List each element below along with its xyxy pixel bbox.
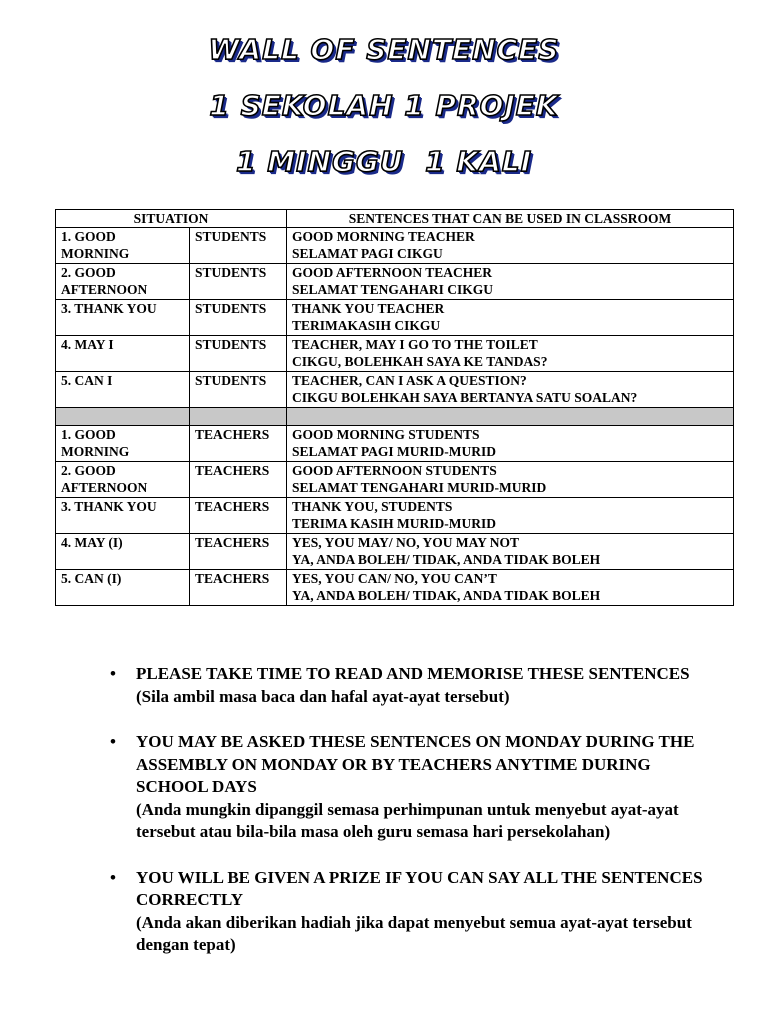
- bullet-icon: •: [110, 867, 116, 887]
- instructions-list: [110, 663, 710, 980]
- situation-cell: 2. GOOD AFTERNOON: [56, 462, 190, 498]
- separator-cell: [56, 408, 190, 426]
- list-item: [110, 731, 710, 844]
- sentence-cell: [287, 498, 734, 534]
- separator-cell: [287, 408, 734, 426]
- table-row: [56, 300, 734, 336]
- situation-cell: 1. GOOD MORNING: [56, 426, 190, 462]
- header-situation: SITUATION: [56, 210, 287, 228]
- table-row: [56, 534, 734, 570]
- header-sentences: SENTENCES THAT CAN BE USED IN CLASSROOM: [287, 210, 734, 228]
- situation-cell: 4. MAY (I): [56, 534, 190, 570]
- sentence-english: GOOD AFTERNOON STUDENTS: [292, 463, 497, 478]
- who-cell: STUDENTS: [190, 336, 287, 372]
- list-item: [110, 867, 710, 957]
- sentence-english: YES, YOU MAY/ NO, YOU MAY NOT: [292, 535, 520, 550]
- who-cell: TEACHERS: [190, 498, 287, 534]
- sentence-cell: [287, 264, 734, 300]
- instruction-english: YOU MAY BE ASKED THESE SENTENCES ON MONDAY DURING THE ASSEMBLY ON MONDAY OR BY TEACHERS ANYTIME DURING SCHOOL DAYS: [136, 732, 695, 796]
- sentence-malay: YA, ANDA BOLEH/ TIDAK, ANDA TIDAK BOLEH: [292, 552, 601, 567]
- table-row: [56, 462, 734, 498]
- instruction-english: YOU WILL BE GIVEN A PRIZE IF YOU CAN SAY ALL THE SENTENCES CORRECTLY: [136, 867, 703, 909]
- who-cell: TEACHERS: [190, 426, 287, 462]
- situation-cell: 3. THANK YOU: [56, 300, 190, 336]
- sentence-malay: TERIMA KASIH MURID-MURID: [292, 516, 497, 531]
- sentence-cell: [287, 534, 734, 570]
- table-row: [56, 426, 734, 462]
- sentence-cell: [287, 570, 734, 606]
- who-cell: STUDENTS: [190, 300, 287, 336]
- situation-cell: 5. CAN I: [56, 372, 190, 408]
- title-wall-of-sentences: WALL OF SENTENCES: [208, 33, 560, 66]
- table-row: [56, 228, 734, 264]
- table-row: [56, 372, 734, 408]
- bullet-icon: •: [110, 664, 116, 683]
- sentence-english: THANK YOU, STUDENTS: [292, 499, 453, 514]
- situation-cell: 1. GOOD MORNING: [56, 228, 190, 264]
- sentence-malay: CIKGU, BOLEHKAH SAYA KE TANDAS?: [292, 354, 548, 369]
- separator-row: [56, 408, 734, 426]
- sentence-english: GOOD AFTERNOON TEACHER: [292, 265, 493, 280]
- sentence-cell: [287, 426, 734, 462]
- sentence-english: TEACHER, CAN I ASK A QUESTION?: [292, 373, 527, 388]
- title-sekolah-projek: 1 SEKOLAH 1 PROJEK: [209, 89, 559, 122]
- sentences-table: [55, 209, 734, 606]
- situation-cell: 2. GOOD AFTERNOON: [56, 264, 190, 300]
- separator-cell: [190, 408, 287, 426]
- table-row: [56, 570, 734, 606]
- sentence-cell: [287, 372, 734, 408]
- table-row: [56, 498, 734, 534]
- bullet-icon: •: [110, 732, 116, 751]
- sentence-english: YES, YOU CAN/ NO, YOU CAN’T: [292, 571, 497, 586]
- sentence-cell: [287, 336, 734, 372]
- sentence-english: THANK YOU TEACHER: [292, 301, 445, 316]
- who-cell: STUDENTS: [190, 228, 287, 264]
- situation-cell: 3. THANK YOU: [56, 498, 190, 534]
- who-cell: TEACHERS: [190, 534, 287, 570]
- sentence-english: GOOD MORNING STUDENTS: [292, 427, 480, 442]
- who-cell: TEACHERS: [190, 570, 287, 606]
- instruction-malay: (Anda akan diberikan hadiah jika dapat menyebut semua ayat-ayat tersebut dengan tepat): [136, 912, 692, 954]
- who-cell: STUDENTS: [190, 372, 287, 408]
- sentence-malay: TERIMAKASIH CIKGU: [292, 318, 441, 333]
- who-cell: TEACHERS: [190, 462, 287, 498]
- list-item: [110, 663, 710, 708]
- instruction-english: PLEASE TAKE TIME TO READ AND MEMORISE THESE SENTENCES: [136, 664, 690, 683]
- instruction-malay: (Anda mungkin dipanggil semasa perhimpunan untuk menyebut ayat-ayat tersebut atau bila-bila masa oleh guru semasa hari persekolahan): [136, 799, 679, 841]
- sentence-cell: [287, 462, 734, 498]
- sentence-malay: SELAMAT TENGAHARI CIKGU: [292, 282, 494, 297]
- title-minggu-kali: 1 MINGGU 1 KALI: [236, 145, 532, 178]
- who-cell: STUDENTS: [190, 264, 287, 300]
- table-header-row: [56, 210, 734, 228]
- sentence-malay: YA, ANDA BOLEH/ TIDAK, ANDA TIDAK BOLEH: [292, 588, 601, 603]
- sentence-malay: SELAMAT PAGI CIKGU: [292, 246, 443, 261]
- sentence-english: GOOD MORNING TEACHER: [292, 229, 475, 244]
- table-row: [56, 336, 734, 372]
- sentence-malay: SELAMAT TENGAHARI MURID-MURID: [292, 480, 547, 495]
- situation-cell: 4. MAY I: [56, 336, 190, 372]
- situation-cell: 5. CAN (I): [56, 570, 190, 606]
- table-row: [56, 264, 734, 300]
- title-block: [0, 28, 768, 196]
- sentence-malay: CIKGU BOLEHKAH SAYA BERTANYA SATU SOALAN?: [292, 390, 638, 405]
- sentence-malay: SELAMAT PAGI MURID-MURID: [292, 444, 496, 459]
- sentence-cell: [287, 300, 734, 336]
- sentence-english: TEACHER, MAY I GO TO THE TOILET: [292, 337, 538, 352]
- instruction-malay: (Sila ambil masa baca dan hafal ayat-ayat tersebut): [136, 686, 510, 706]
- sentence-cell: [287, 228, 734, 264]
